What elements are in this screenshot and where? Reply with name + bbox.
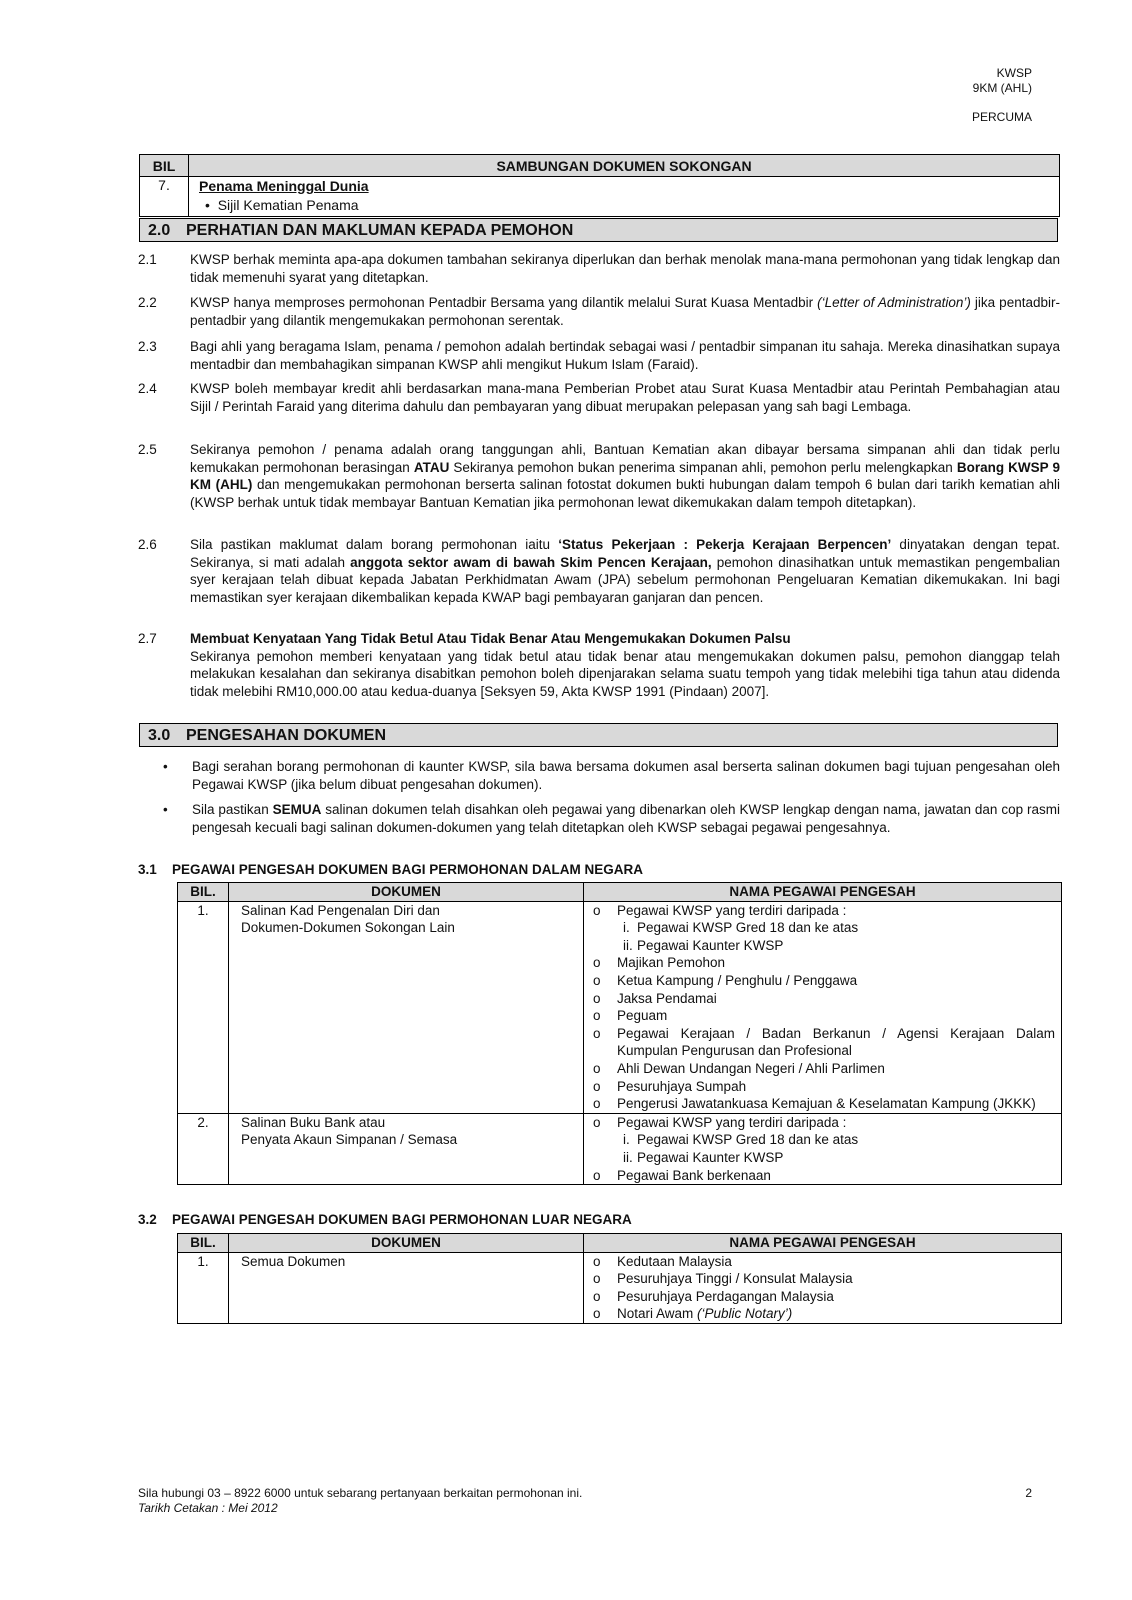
row-title: Penama Meninggal Dunia xyxy=(199,178,369,194)
item-2-3: 2.3 Bagi ahli yang beragama Islam, penama / pemohon adalah bertindak sebagai wasi / pentadbir simpanan itu sahaja. Mereka dinasihatkan supaya mentadbir dan membahagikan simpanan KWSP ahli mengikut Hukum Islam (Faraid). xyxy=(138,339,1060,372)
item-2-5: 2.5 Sekiranya pemohon / penama adalah orang tanggungan ahli, Bantuan Kematian akan dibayar bersama simpanan ahli dan tidak perlu kemukakan permohonan berasingan ATAU Sekiranya pemohon bukan penerima simpanan ahli, pemohon perlu melengkapkan Borang KWSP 9 KM (AHL) dan mengemukakan permohonan berserta salinan fotostat dokumen bukti hubungan dalam tempoh 6 bulan dari tarikh kematian ahli (KWSP berhak untuk tidak membayar Bantuan Kematian jika permohonan lewat dikemukakan dalam tempoh ditetapkan). xyxy=(138,442,1061,510)
overseas-verifier-table: BIL. DOKUMEN NAMA PEGAWAI PENGESAH 1. Semua Dokumen o Kedutaan Malaysia o Pesuruhjaya Tinggi / Konsulat Malaysia o Pesuruhjaya Perdagangan Malaysia o Notari Awam (‘Public Notary’) xyxy=(177,1233,1062,1324)
footer-print-date: Tarikh Cetakan : Mei 2012 xyxy=(138,1501,278,1515)
item-2-6: 2.6 Sila pastikan maklumat dalam borang permohonan iaitu ‘Status Pekerjaan : Pekerja Kerajaan Berpencen’ dinyatakan dengan tepat. Sekiranya, si mati adalah anggota sektor awam di bawah Skim Pencen Kerajaan, pemohon dinasihatkan untuk memastikan pengembalian syer kerajaan telah dibuat kepada Jabatan Perkhidmatan Awam (JPA) sebelum permohonan Pengeluaran Kematian dikemukakan. Ini bagi memastikan syer kerajaan dikembalikan kepada KWAP bagi pembayaran ganjaran dan pencen. xyxy=(138,537,1061,605)
verifier-list-1: o Pegawai KWSP yang terdiri daripada : i. Pegawai KWSP Gred 18 dan ke atas ii. Pegawai Kaunter KWSP o Majikan Pemohon o Ketua Kampung / Penghulu / Penggawa o Jaksa Pendamai o Peguam o Pegawai Kerajaan / Badan Berkanun / Agensi Kerajaan Dalam Kumpulan Pengurusan dan Profesional o Ahli Dewan Undangan Negeri / Ahli Parlimen o Pesuruhjaya Sumpah o Pengerusi Jawatankuasa Kemajuan & Keselamatan Kampung (JKKK) xyxy=(593,902,1055,1112)
item-2-2: 2.2 KWSP hanya memproses permohonan Pentadbir Bersama yang dilantik melalui Surat Kuasa Mentadbir (‘Letter of Administration’) jika pentadbir-pentadbir yang dilantik mengemukakan permohonan serentak. xyxy=(138,295,1060,328)
section-2-heading: 2.0 PERHATIAN DAN MAKLUMAN KEPADA PEMOHON xyxy=(139,218,1058,242)
verifier-list-2: o Pegawai KWSP yang terdiri daripada : i. Pegawai KWSP Gred 18 dan ke atas ii. Pegawai Kaunter KWSP o Pegawai Bank berkenaan xyxy=(593,1114,859,1183)
row-item: • Sijil Kematian Penama xyxy=(205,197,359,213)
domestic-verifier-table: BIL. DOKUMEN NAMA PEGAWAI PENGESAH 1. Salinan Kad Pengenalan Diri dan Dokumen-Dokumen Sokongan Lain o Pegawai KWSP yang terdiri daripada : i. Pegawai KWSP Gred 18 dan ke atas ii. Pegawai Kaunter KWSP o Majikan Pemohon o Ketua Kampung / Penghulu / Penggawa o Jaksa Pendamai o Peguam o Pegawai Kerajaan / Badan Berkanun / Agensi Kerajaan Dalam Kumpulan Pengurusan dan Profesional o Ahli Dewan Undangan Negeri / Ahli Parlimen o Pesuruhjaya Sumpah o Pengerusi Jawatankuasa Kemajuan & Keselamatan Kampung (JKKK) 2. Salinan Buku Bank atau Penyata Akaun Simpanan / Semasa o Pegawai KWSP yang terdiri daripada : i. Pegawai KWSP Gred 18 dan ke atas ii. Pegawai Kaunter KWSP o Pegawai Bank berkenaan xyxy=(177,882,1062,1185)
section-3-1-heading: 3.1 PEGAWAI PENGESAH DOKUMEN BAGI PERMOHONAN DALAM NEGARA xyxy=(138,862,644,877)
row-number: 7. xyxy=(140,177,189,217)
col-bil: BIL xyxy=(140,155,189,177)
bullet-2: • Sila pastikan SEMUA salinan dokumen telah disahkan oleh pegawai yang dibenarkan oleh KWSP lengkap dengan nama, jawatan dan cop rasmi pengesah kecuali bagi salinan dokumen-dokumen yang telah ditetapkan oleh KWSP sebagai pegawai pengesahnya. xyxy=(163,802,1060,835)
item-2-1: 2.1 KWSP berhak meminta apa-apa dokumen tambahan sekiranya diperlukan dan berhak menolak mana-mana permohonan yang tidak lengkap dan tidak memenuhi syarat yang ditetapkan. xyxy=(138,252,1060,285)
form-code: KWSP 9KM (AHL) xyxy=(972,66,1032,95)
item-2-4: 2.4 KWSP boleh membayar kredit ahli berdasarkan mana-mana Pemberian Probet atau Surat Kuasa Mentadbir atau Perintah Pembahagian atau Sijil / Perintah Faraid yang diterima dahulu dan pembayaran yang dibuat merupakan pelepasan yang sah bagi Lembaga. xyxy=(138,381,1060,414)
item-2-7: 2.7 Membuat Kenyataan Yang Tidak Betul Atau Tidak Benar Atau Mengemukakan Dokumen Palsu Sekiranya pemohon memberi kenyataan yang tidak betul atau tidak benar atau mengemukakan dokumen palsu, pemohon dianggap telah melakukan kesalahan dan sekiranya disabitkan pemohon boleh dipenjarakan selama suatu tempoh yang tidak melebihi tiga tahun atau didenda tidak melebihi RM10,000.00 atau kedua-duanya [Seksyen 59, Akta KWSP 1991 (Pindaan) 2007]. xyxy=(138,631,1060,699)
section-3-heading: 3.0 PENGESAHAN DOKUMEN xyxy=(139,723,1058,747)
footer-contact: Sila hubungi 03 – 8922 6000 untuk sebarang pertanyaan berkaitan permohonan ini. xyxy=(138,1486,583,1500)
section-3-2-heading: 3.2 PEGAWAI PENGESAH DOKUMEN BAGI PERMOHONAN LUAR NEGARA xyxy=(138,1212,632,1227)
page-number: 2 xyxy=(1025,1486,1032,1500)
col-title: SAMBUNGAN DOKUMEN SOKONGAN xyxy=(189,155,1060,177)
price-label: PERCUMA xyxy=(971,110,1032,124)
bullet-1: • Bagi serahan borang permohonan di kaunter KWSP, sila bawa bersama dokumen asal berserta salinan dokumen bagi tujuan pengesahan oleh Pegawai KWSP (jika belum dibuat pengesahan dokumen). xyxy=(163,759,1060,792)
verifier-list-3: o Kedutaan Malaysia o Pesuruhjaya Tinggi / Konsulat Malaysia o Pesuruhjaya Perdagangan Malaysia o Notari Awam (‘Public Notary’) xyxy=(593,1253,853,1322)
supporting-documents-table xyxy=(139,154,1060,217)
